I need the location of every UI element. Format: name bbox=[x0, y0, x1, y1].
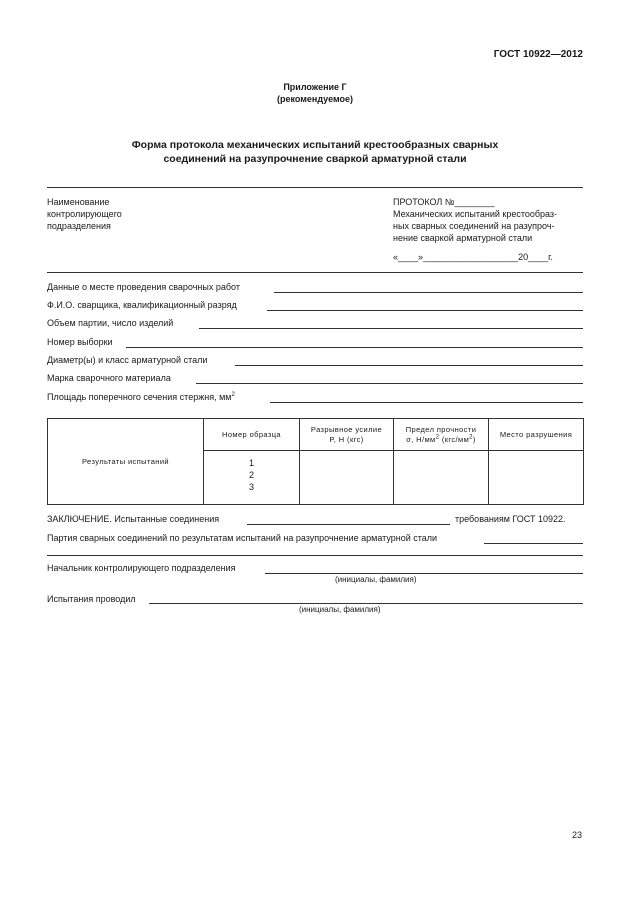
header-sample-number-text: Номер образца bbox=[222, 429, 281, 439]
sample-number-2: 2 bbox=[248, 470, 254, 480]
batch-conclusion-text: Партия сварных соединений по результатам испытаний на разупрочнение арматурной стали bbox=[47, 533, 438, 543]
appendix-title: Приложение Г bbox=[283, 82, 347, 92]
header-strength-sup-1: 2 bbox=[435, 434, 440, 440]
chief-signature-line[interactable] bbox=[265, 573, 583, 574]
field-area-label bbox=[47, 392, 235, 403]
form-title-line-1: Форма протокола механических испытаний крестообразных сварных bbox=[131, 139, 499, 151]
header-tensile-strength-line2 bbox=[394, 435, 488, 445]
field-place-label: Данные о месте проведения сварочных работ bbox=[47, 282, 243, 293]
field-place-line[interactable] bbox=[274, 292, 583, 293]
conclusion-prefix: ЗАКЛЮЧЕНИЕ. Испытанные соединения bbox=[47, 514, 220, 524]
batch-conclusion-line[interactable] bbox=[484, 543, 583, 544]
results-label: Результаты испытаний bbox=[81, 456, 170, 466]
protocol-desc-line-1: Механических испытаний крестообраз- bbox=[393, 209, 558, 219]
conclusion-suffix: требованиям ГОСТ 10922. bbox=[455, 514, 566, 524]
protocol-number: ПРОТОКОЛ №________ bbox=[393, 197, 495, 207]
tester-hint: (инициалы, фамилия) bbox=[299, 605, 381, 614]
org-name-line-3: подразделения bbox=[47, 221, 111, 231]
header-breaking-force bbox=[300, 419, 394, 451]
header-strength-unit-c: ) bbox=[472, 434, 476, 444]
field-material-label: Марка сварочного материала bbox=[47, 373, 171, 383]
results-label-cell bbox=[48, 419, 204, 505]
org-name-line-2: контролирующего bbox=[47, 209, 122, 219]
results-table bbox=[47, 418, 584, 505]
protocol-date: «____»___________________20____г. bbox=[393, 252, 553, 262]
header-strength-unit-a: σ, Н/мм bbox=[406, 434, 436, 444]
field-sample-label: Номер выборки bbox=[47, 337, 113, 347]
batch-conclusion-line-2[interactable] bbox=[47, 555, 583, 556]
field-batch-label: Объем партии, число изделий bbox=[47, 318, 174, 328]
chief-hint: (инициалы, фамилия) bbox=[335, 575, 417, 584]
header-breaking-force-line1: Разрывное усилие bbox=[310, 424, 383, 434]
chief-label: Начальник контролирующего подразделения bbox=[47, 563, 236, 573]
page-number: 23 bbox=[571, 830, 582, 840]
breaking-force-cell[interactable] bbox=[300, 451, 394, 505]
tester-label: Испытания проводил bbox=[47, 594, 136, 604]
header-strength-sup-2: 2 bbox=[469, 434, 473, 440]
header-tensile-strength-line1: Предел прочности bbox=[405, 424, 477, 434]
field-batch-line[interactable] bbox=[199, 328, 583, 329]
form-title-line-2: соединений на разупрочнение сваркой арматурной стали bbox=[163, 153, 467, 165]
header-tensile-strength bbox=[394, 419, 489, 451]
divider-top bbox=[47, 187, 583, 188]
conclusion-line[interactable] bbox=[247, 524, 450, 525]
org-name-line-1: Наименование bbox=[47, 197, 110, 207]
field-sample-line[interactable] bbox=[126, 347, 583, 348]
protocol-desc-line-3: нение сваркой арматурной стали bbox=[393, 233, 533, 243]
divider-mid bbox=[47, 272, 583, 273]
tensile-strength-cell[interactable] bbox=[394, 451, 489, 505]
header-breaking-force-line2: P, Н (кгс) bbox=[329, 434, 364, 444]
field-area-text: Площадь поперечного сечения стержня, мм bbox=[47, 392, 232, 402]
header-sample-number bbox=[204, 419, 300, 451]
sample-number-3: 3 bbox=[248, 482, 254, 492]
appendix-subtitle: (рекомендуемое) bbox=[277, 94, 353, 104]
sample-number-1: 1 bbox=[248, 458, 254, 468]
field-material-line[interactable] bbox=[196, 383, 583, 384]
tester-signature-line[interactable] bbox=[149, 603, 583, 604]
field-diameter-line[interactable] bbox=[235, 365, 583, 366]
field-diameter-label: Диаметр(ы) и класс арматурной стали bbox=[47, 355, 208, 365]
header-fracture-place bbox=[489, 419, 584, 451]
field-welder-label: Ф.И.О. сварщика, квалификационный разряд bbox=[47, 300, 237, 310]
header-strength-unit-b: (кгс/мм bbox=[439, 434, 470, 444]
field-area-unit-sup: 2 bbox=[231, 392, 235, 398]
standard-number: ГОСТ 10922—2012 bbox=[493, 49, 583, 60]
field-area-line[interactable] bbox=[270, 402, 583, 403]
sample-numbers-cell bbox=[204, 451, 300, 505]
header-fracture-place-text: Место разрушения bbox=[499, 429, 573, 439]
field-welder-line[interactable] bbox=[267, 310, 583, 311]
protocol-desc-line-2: ных сварных соединений на разупроч- bbox=[393, 221, 555, 231]
fracture-place-cell[interactable] bbox=[489, 451, 584, 505]
